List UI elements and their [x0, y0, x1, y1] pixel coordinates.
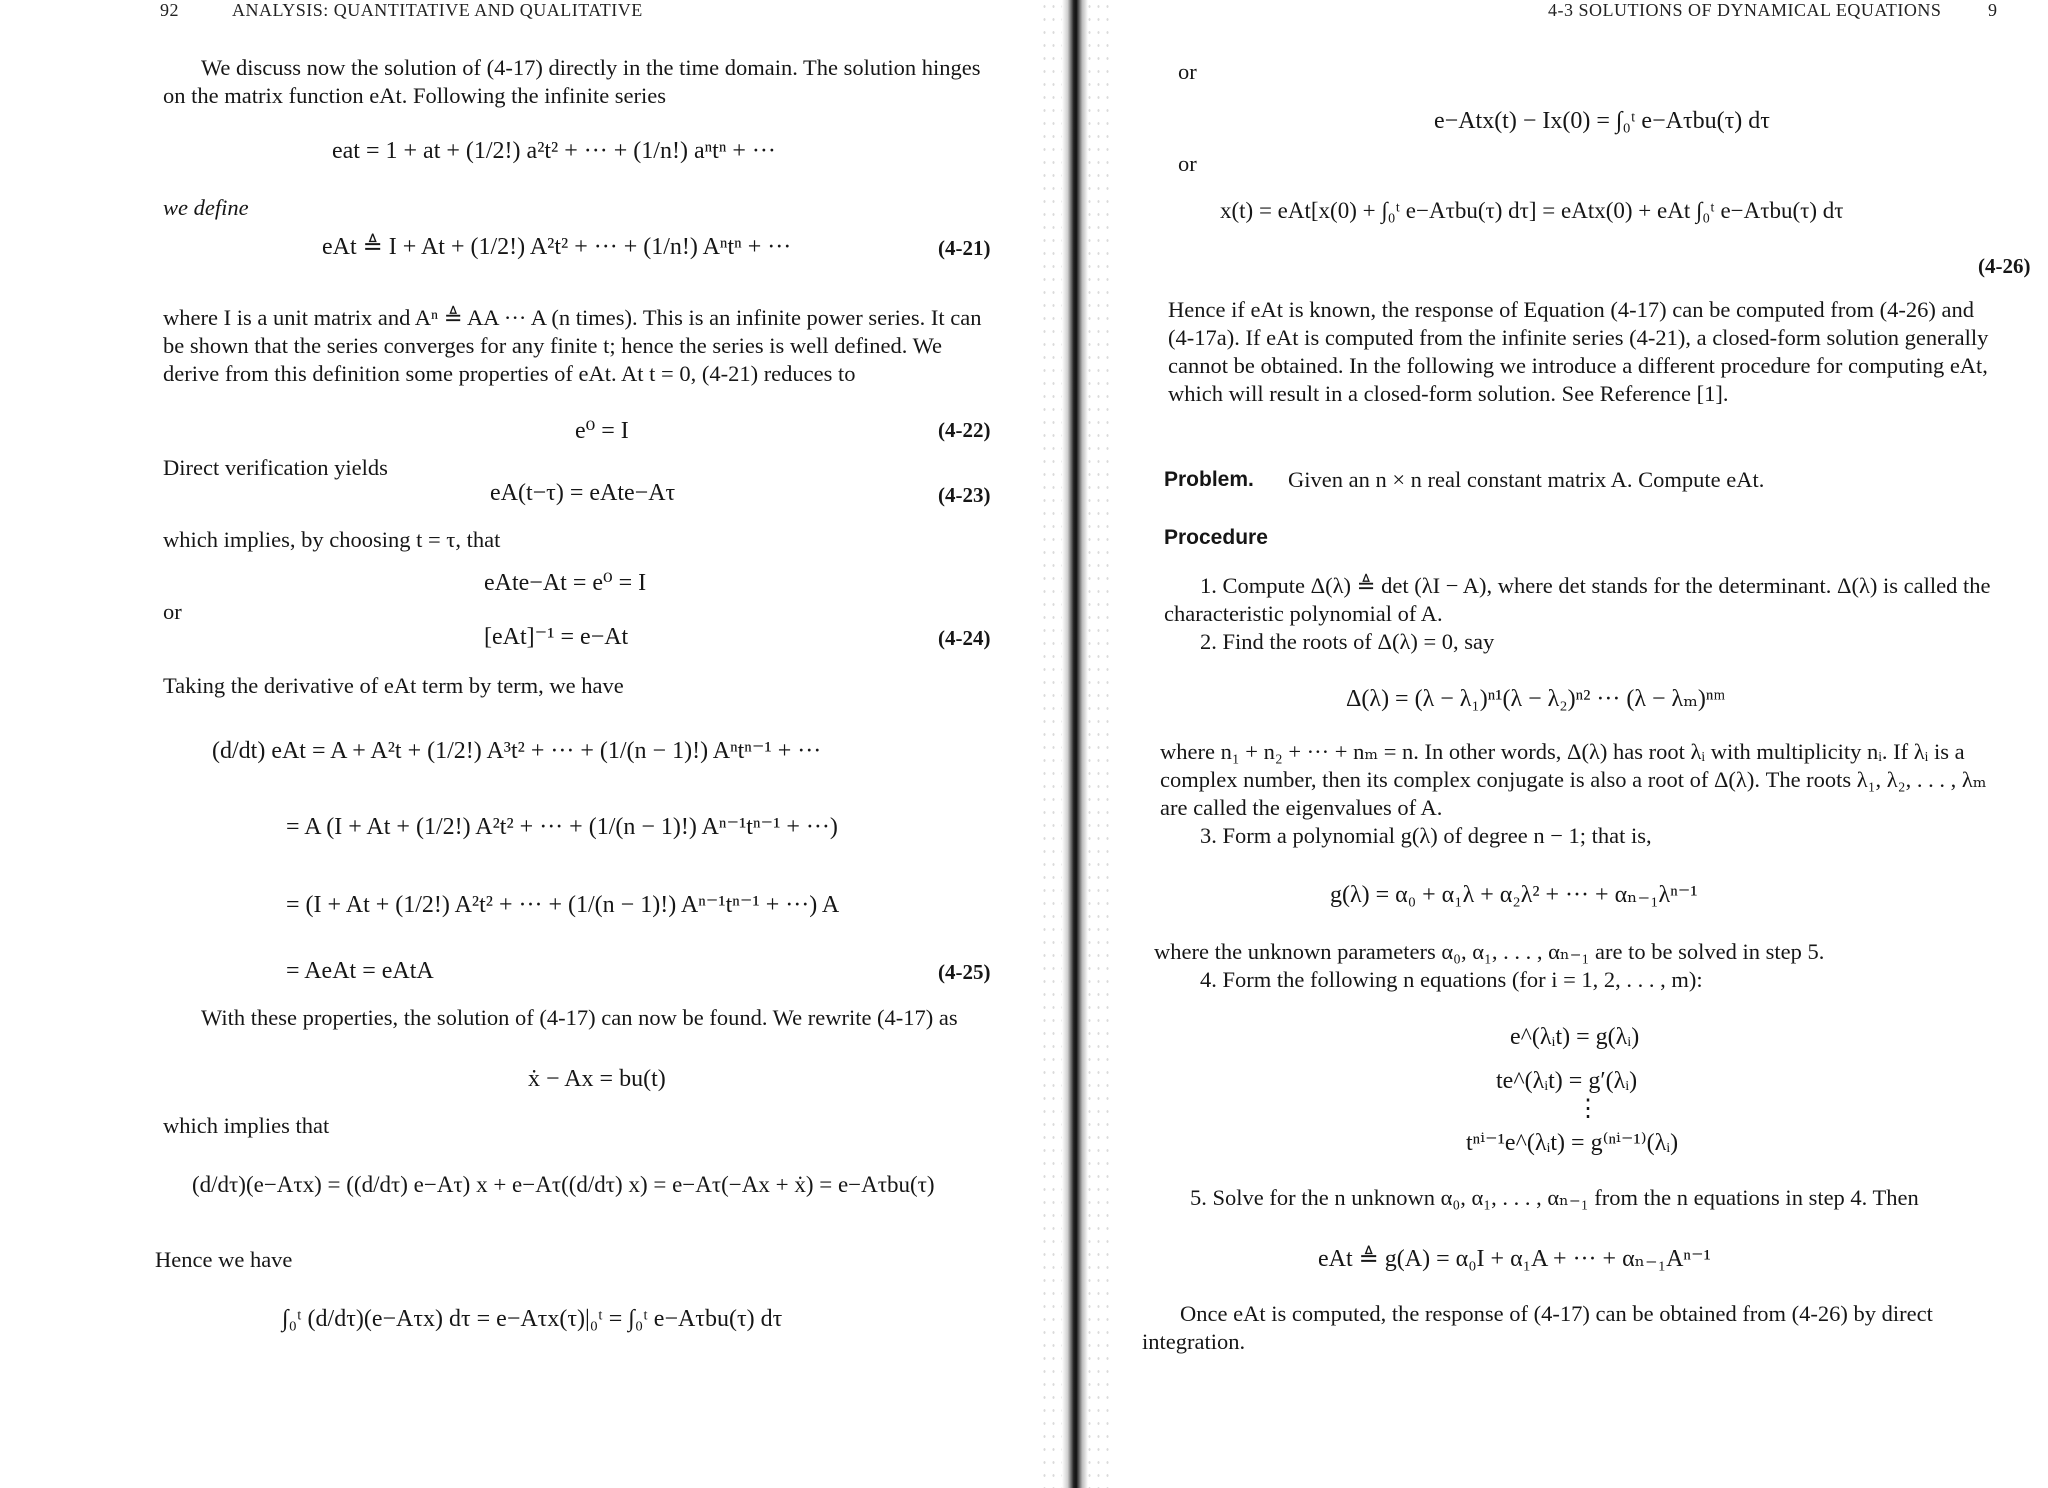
- step-4-vertical-dots: ⋮: [1576, 1096, 1600, 1122]
- or-label-right-1: or: [1178, 59, 1197, 84]
- procedure-step-2: 2. Find the roots of Δ(λ) = 0, say: [1200, 629, 1495, 654]
- polynomial-g-lambda: g(λ) = α₀ + α₁λ + α₂λ² + ··· + αₙ₋₁λⁿ⁻¹: [1330, 882, 1698, 908]
- problem-statement: Given an n × n real constant matrix A. Compute eAt.: [1288, 467, 1765, 492]
- eq-4-24-identity: eAte−At = e⁰ = I: [484, 570, 647, 596]
- or-label-right-2: or: [1178, 151, 1197, 176]
- we-define-label: we define: [163, 195, 249, 220]
- unknown-parameters-text: where the unknown parameters α₀, α₁, . . . , αₙ₋₁ are to be solved in step 5.: [1154, 939, 1825, 964]
- unit-matrix-paragraph: where I is a unit matrix and Aⁿ ≜ AA ··· A (n times). This is an infinite power series. It can be shown that the series converges for any finite t; hence the series is well defined. We derive from this definition some properties of eAt. At t = 0, (4-21) reduces to: [163, 305, 982, 386]
- with-properties-paragraph: With these properties, the solution of (4-17) can now be found. We rewrite (4-17) as: [201, 1005, 958, 1030]
- implies-that-text: which implies that: [163, 1113, 330, 1138]
- eq-number-4-21: (4-21): [938, 236, 991, 260]
- response-computation-paragraph: Hence if eAt is known, the response of Equation (4-17) can be computed from (4-26) and (4-17a). If eAt is computed from the infinite series (4-21), a closed-form solution generally cannot be obtained. In the following we introduce a different procedure for computing eAt, which will result in a closed-form solution. See Reference [1].: [1168, 297, 1989, 406]
- procedure-step-3: 3. Form a polynomial g(λ) of degree n − 1; that is,: [1200, 823, 1652, 848]
- characteristic-polynomial-factored: Δ(λ) = (λ − λ₁)ⁿ¹(λ − λ₂)ⁿ² ··· (λ − λₘ)ⁿᵐ: [1346, 686, 1726, 712]
- derivative-intro-text: Taking the derivative of eAt term by term, we have: [163, 673, 624, 698]
- integrated-response-eq: e−Atx(t) − Ix(0) = ∫₀ᵗ e−Aτbu(τ) dτ: [1434, 108, 1770, 134]
- eq-4-24-inverse: [eAt]⁻¹ = e−At: [484, 624, 629, 650]
- eq-4-25-line-3: = (I + At + (1/2!) A²t² + ··· + (1/(n − 1)!) Aⁿ⁻¹tⁿ⁻¹ + ···) A: [286, 892, 840, 918]
- eq-4-23: eA(t−τ) = eAte−Aτ: [490, 480, 676, 506]
- procedure-step-1: 1. Compute Δ(λ) ≜ det (λI − A), where det stands for the determinant. Δ(λ) is called the characteristic polynomial of A.: [1164, 573, 1991, 626]
- eq-4-25-line-4: = AeAt = eAtA: [286, 958, 434, 984]
- closing-paragraph: Once eAt is computed, the response of (4-17) can be obtained from (4-26) by direct integration.: [1142, 1301, 1933, 1354]
- direct-verification-text: Direct verification yields: [163, 455, 388, 480]
- step-4-equation-2: te^(λᵢt) = g′(λᵢ): [1496, 1068, 1638, 1094]
- step-4-equation-1: e^(λᵢt) = g(λᵢ): [1510, 1024, 1640, 1050]
- matrix-exponential-definition: eAt ≜ I + At + (1/2!) A²t² + ··· + (1/n!) Aⁿtⁿ + ···: [322, 234, 792, 260]
- left-page-number: 92: [160, 0, 179, 20]
- eq-4-22: e⁰ = I: [575, 418, 629, 444]
- procedure-step-4: 4. Form the following n equations (for i = 1, 2, . . . , m):: [1200, 967, 1703, 992]
- or-label-left: or: [163, 599, 182, 624]
- eq-number-4-25: (4-25): [938, 960, 991, 984]
- right-page-number: 9: [1988, 0, 1998, 20]
- multiplicity-paragraph: where n₁ + n₂ + ··· + nₘ = n. In other words, Δ(λ) has root λᵢ with multiplicity nᵢ. If λᵢ is a complex number, then its complex conjugate is also a root of Δ(λ). The roots λ₁, λ₂, . . . , λₘ are called the eigenvalues of A.: [1160, 739, 1987, 820]
- eq-4-26-solution: x(t) = eAt[x(0) + ∫₀ᵗ e−Aτbu(τ) dτ] = eAtx(0) + eAt ∫₀ᵗ e−Aτbu(τ) dτ: [1220, 198, 1844, 223]
- problem-label: Problem.: [1164, 468, 1254, 491]
- left-running-title: ANALYSIS: QUANTITATIVE AND QUALITATIVE: [232, 0, 643, 20]
- step-4-equation-3: tⁿⁱ⁻¹e^(λᵢt) = g⁽ⁿⁱ⁻¹⁾(λᵢ): [1466, 1130, 1679, 1156]
- procedure-step-5: 5. Solve for the n unknown α₀, α₁, . . . , αₙ₋₁ from the n equations in step 4. Then: [1190, 1185, 1919, 1210]
- hence-we-have-text: Hence we have: [155, 1247, 293, 1272]
- right-running-title: 4-3 SOLUTIONS OF DYNAMICAL EQUATIONS: [1548, 0, 1942, 20]
- eq-number-4-23: (4-23): [938, 483, 991, 507]
- eq-number-4-24: (4-24): [938, 626, 991, 650]
- intro-paragraph: We discuss now the solution of (4-17) directly in the time domain. The solution hinges on the matrix function eAt. Following the infinite series: [163, 55, 981, 108]
- eq-4-25-line-2: = A (I + At + (1/2!) A²t² + ··· + (1/(n − 1)!) Aⁿ⁻¹tⁿ⁻¹ + ···): [286, 814, 838, 840]
- scalar-exponential-series: eat = 1 + at + (1/2!) a²t² + ··· + (1/n!) aⁿtⁿ + ···: [332, 138, 776, 164]
- eq-number-4-26: (4-26): [1978, 254, 2031, 278]
- choosing-t-tau-text: which implies, by choosing t = τ, that: [163, 527, 501, 552]
- product-rule-derivative: (d/dτ)(e−Aτx) = ((d/dτ) e−Aτ) x + e−Aτ((d/dτ) x) = e−Aτ(−Ax + ẋ) = e−Aτbu(τ): [192, 1172, 935, 1197]
- final-matrix-exponential: eAt ≜ g(A) = α₀I + α₁A + ··· + αₙ₋₁Aⁿ⁻¹: [1318, 1246, 1711, 1272]
- integrated-equation: ∫₀ᵗ (d/dτ)(e−Aτx) dτ = e−Aτx(τ)|₀ᵗ = ∫₀ᵗ e−Aτbu(τ) dτ: [282, 1306, 783, 1332]
- eq-4-25-line-1: (d/dt) eAt = A + A²t + (1/2!) A³t² + ··· + (1/(n − 1)!) Aⁿtⁿ⁻¹ + ···: [212, 738, 822, 764]
- eq-number-4-22: (4-22): [938, 418, 991, 442]
- right-page: [1090, 0, 2048, 1488]
- procedure-heading: Procedure: [1164, 526, 1268, 549]
- rewritten-state-equation: ẋ − Ax = bu(t): [528, 1066, 666, 1092]
